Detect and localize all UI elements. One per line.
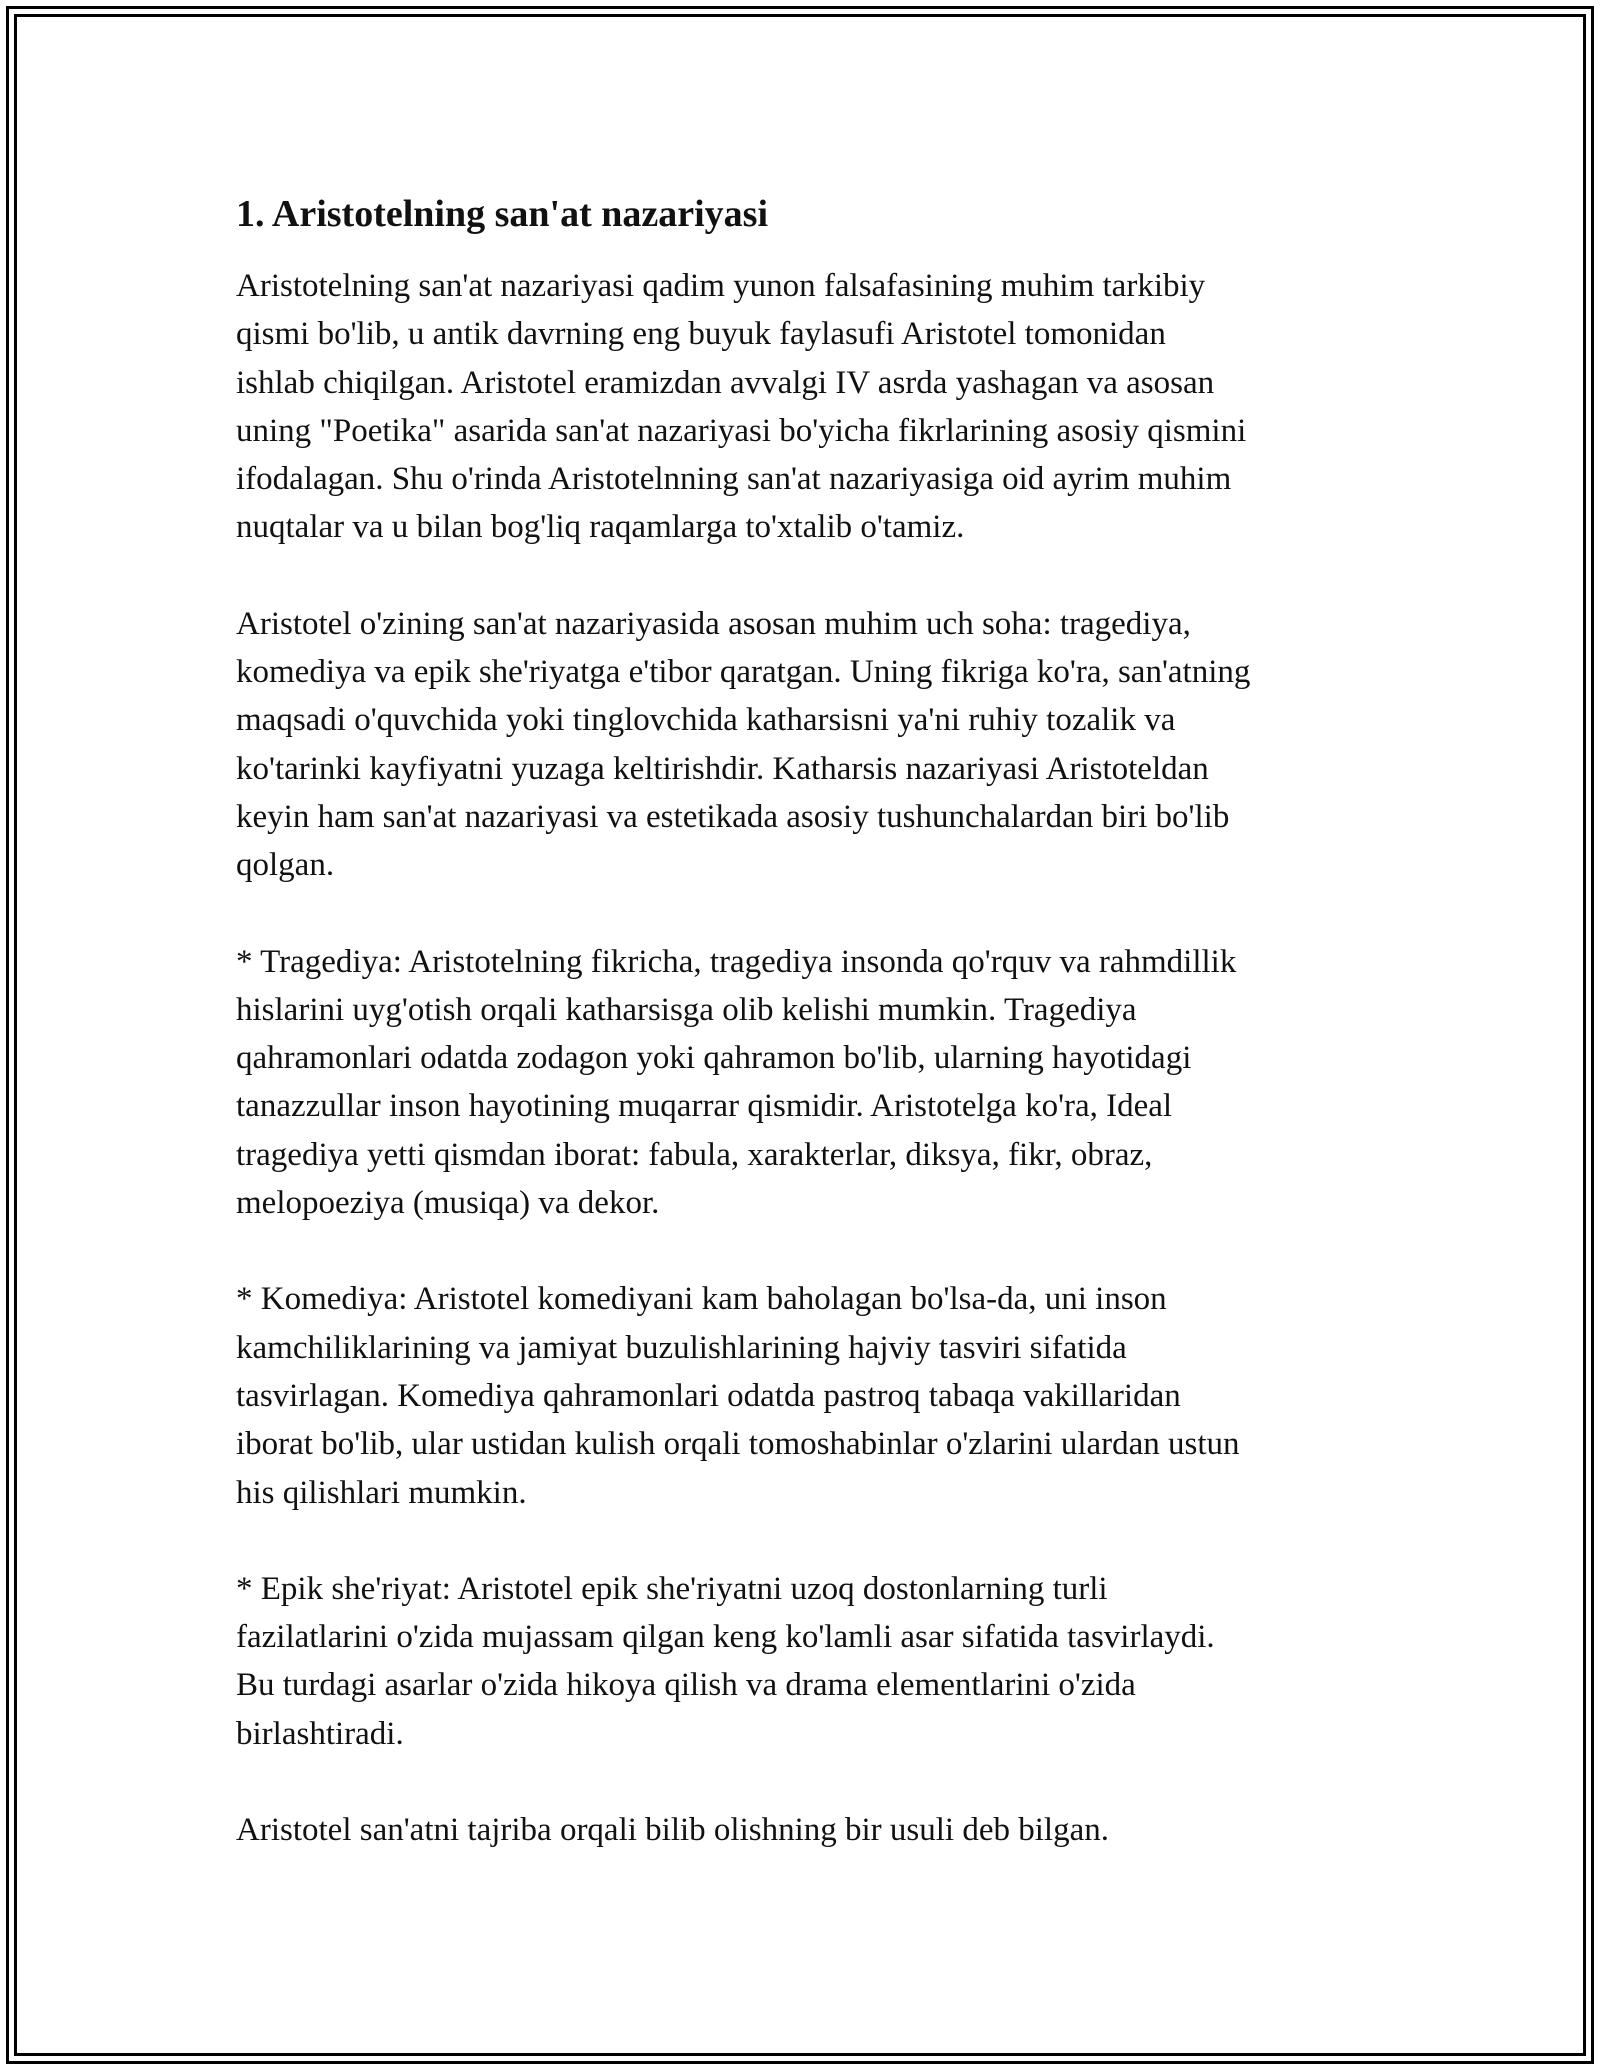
paragraph-katharsis: Aristotel o'zining san'at nazariyasida asosan muhim uch soha: tragediya, komediya va epik she'riyatga e'tibor qaratgan. Uning fikriga ko'ra, san'atning maqsadi o'quvchida yoki tinglovchida katharsisni ya'ni ruhiy tozalik va ko'tarinki kayfiyatni yuzaga keltirishdir. Katharsis nazariyasi Aristoteldan keyin ham san'at nazariyasi va estetikada asosiy tushunchalardan biri bo'lib qolgan. — [236, 605, 1251, 884]
section-heading: 1. Aristotelning san'at nazariyasi — [236, 193, 769, 235]
paragraph-tragediya: * Tragediya: Aristotelning fikricha, tragediya insonda qo'rquv va rahmdillik hislarini uyg'otish orqali katharsisga olib kelishi mumkin. Tragediya qahramonlari odatda zodagon yoki qahramon bo'lib, ularning hayotidagi tanazzullar inson hayotining muqarrar qismidir. Aristotelga ko'ra, Ideal tragediya yetti qismdan iborat: fabula, xarakterlar, diksya, fikr, obraz, melopoeziya (musiqa) va dekor. — [236, 943, 1237, 1222]
document-body — [236, 186, 1376, 1902]
paragraph-conclusion: Aristotel san'atni tajriba orqali bilib olishning bir usuli deb bilgan. — [236, 1812, 1109, 1849]
paragraph-intro: Aristotelning san'at nazariyasi qadim yunon falsafasining muhim tarkibiy qismi bo'lib, u antik davrning eng buyuk faylasufi Aristotel tomonidan ishlab chiqilgan. Aristotel eramizdan avvalgi IV asrda yashagan va asosan uning "Poetika" asarida san'at nazariyasi bo'yicha fikrlarining asosiy qismini ifodalagan. Shu o'rinda Aristotelnning san'at nazariyasiga oid ayrim muhim nuqtalar va u bilan bog'liq raqamlarga to'xtalib o'tamiz. — [236, 268, 1247, 546]
paragraph-epik: * Epik she'riyat: Aristotel epik she'riyatni uzoq dostonlarning turli fazilatlarini o'zida mujassam qilgan keng ko'lamli asar sifatida tasvirlaydi. Bu turdagi asarlar o'zida hikoya qilish va drama elementlarini o'zida birlashtiradi. — [236, 1570, 1215, 1752]
paragraph-komediya: * Komediya: Aristotel komediyani kam baholagan bo'lsa-da, uni inson kamchiliklarining va jamiyat buzulishlarining hajviy tasviri sifatida tasvirlagan. Komediya qahramonlari odatda pastroq tabaqa vakillaridan iborat bo'lib, ular ustidan kulish orqali tomoshabinlar o'zlarini ulardan ustun his qilishlari mumkin. — [236, 1281, 1240, 1511]
